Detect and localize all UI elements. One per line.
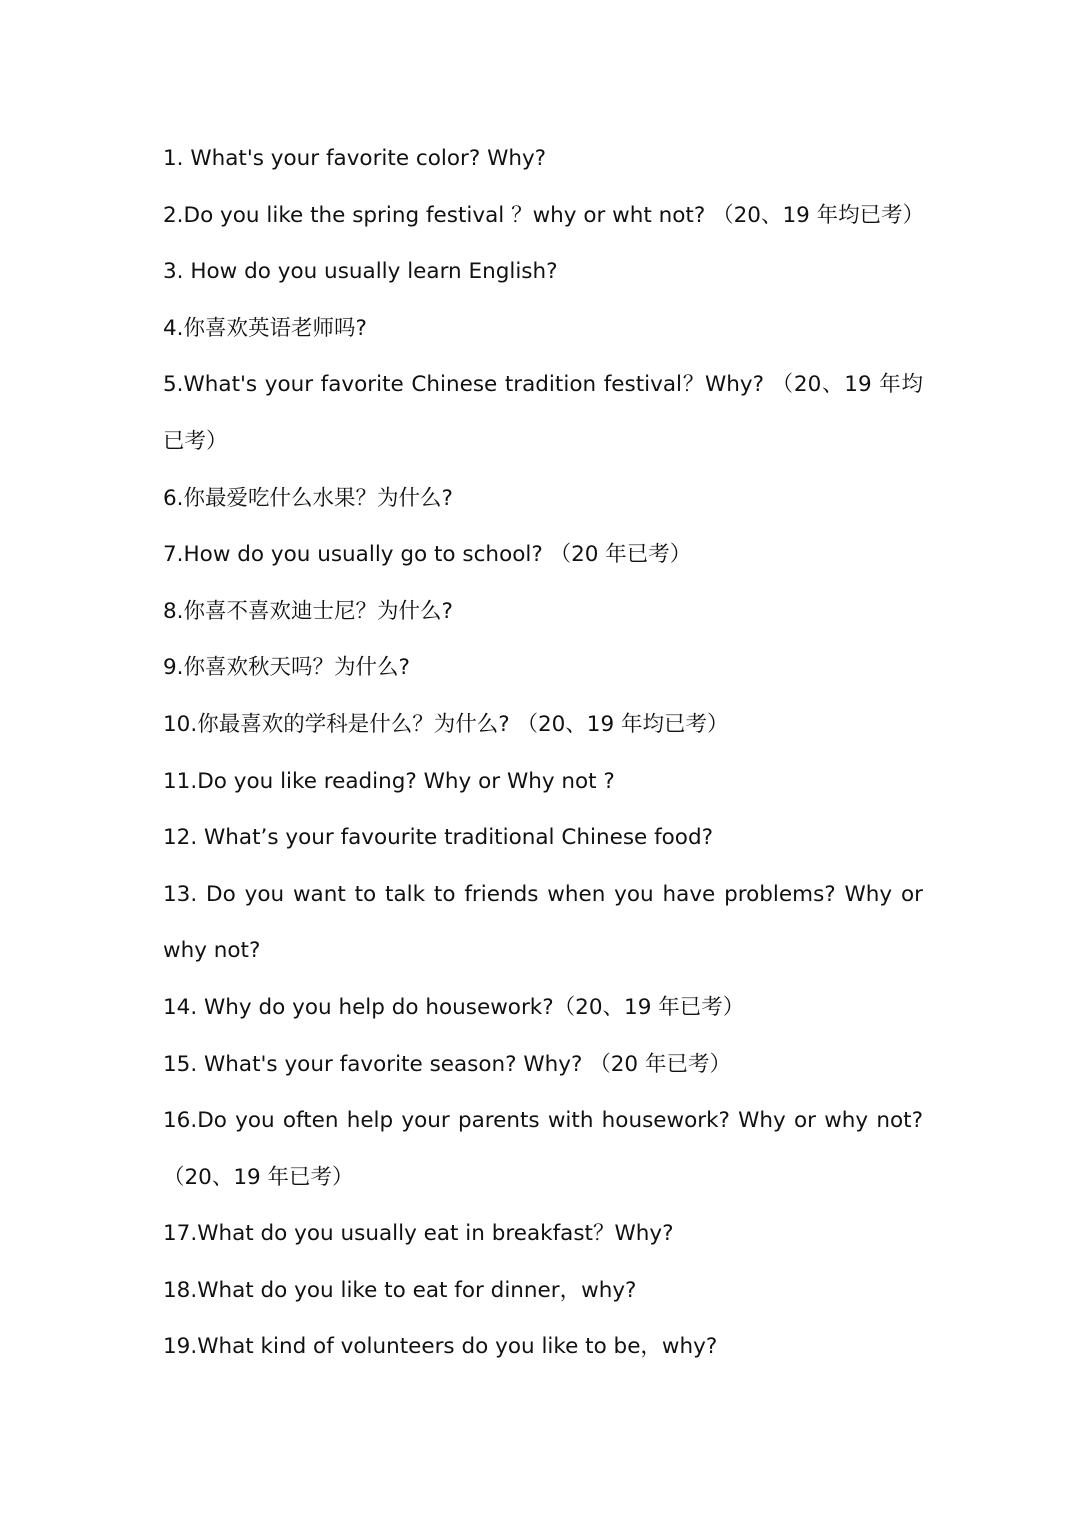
question-8: 8.你喜不喜欢迪士尼？为什么? xyxy=(163,598,453,624)
question-15: 15. What's your favorite season? Why? （20 年已考） xyxy=(163,1051,731,1077)
question-17: 17.What do you usually eat in breakfast？Why? xyxy=(163,1221,674,1247)
question-5: 5.What's your favorite Chinese tradition festival？Why? （20、19 年均已考） xyxy=(163,372,923,454)
question-3: 3. How do you usually learn English? xyxy=(163,259,558,285)
question-4: 4.你喜欢英语老师吗? xyxy=(163,315,367,341)
question-6: 6.你最爱吃什么水果？为什么? xyxy=(163,485,453,511)
question-18: 18.What do you like to eat for dinner，why? xyxy=(163,1277,637,1303)
question-12: 12. What’s your favourite traditional Chinese food? xyxy=(163,825,714,851)
question-2: 2.Do you like the spring festival ？why or wht not? （20、19 年均已考） xyxy=(163,202,925,228)
question-9: 9.你喜欢秋天吗？为什么? xyxy=(163,655,410,681)
question-1: 1. What's your favorite color? Why? xyxy=(163,146,547,171)
question-19: 19.What kind of volunteers do you like to be，why? xyxy=(163,1334,718,1360)
question-7: 7.How do you usually go to school? （20 年已考） xyxy=(163,542,692,568)
question-10: 10.你最喜欢的学科是什么？为什么? （20、19 年均已考） xyxy=(163,711,729,737)
question-13: 13. Do you want to talk to friends when you have problems? Why or why not? xyxy=(163,881,923,964)
question-list xyxy=(163,131,923,1376)
question-14: 14. Why do you help do housework?（20、19 年已考） xyxy=(163,994,745,1020)
question-11: 11.Do you like reading? Why or Why not ? xyxy=(163,768,615,794)
question-16: 16.Do you often help your parents with housework? Why or why not? （20、19 年已考） xyxy=(163,1108,923,1190)
